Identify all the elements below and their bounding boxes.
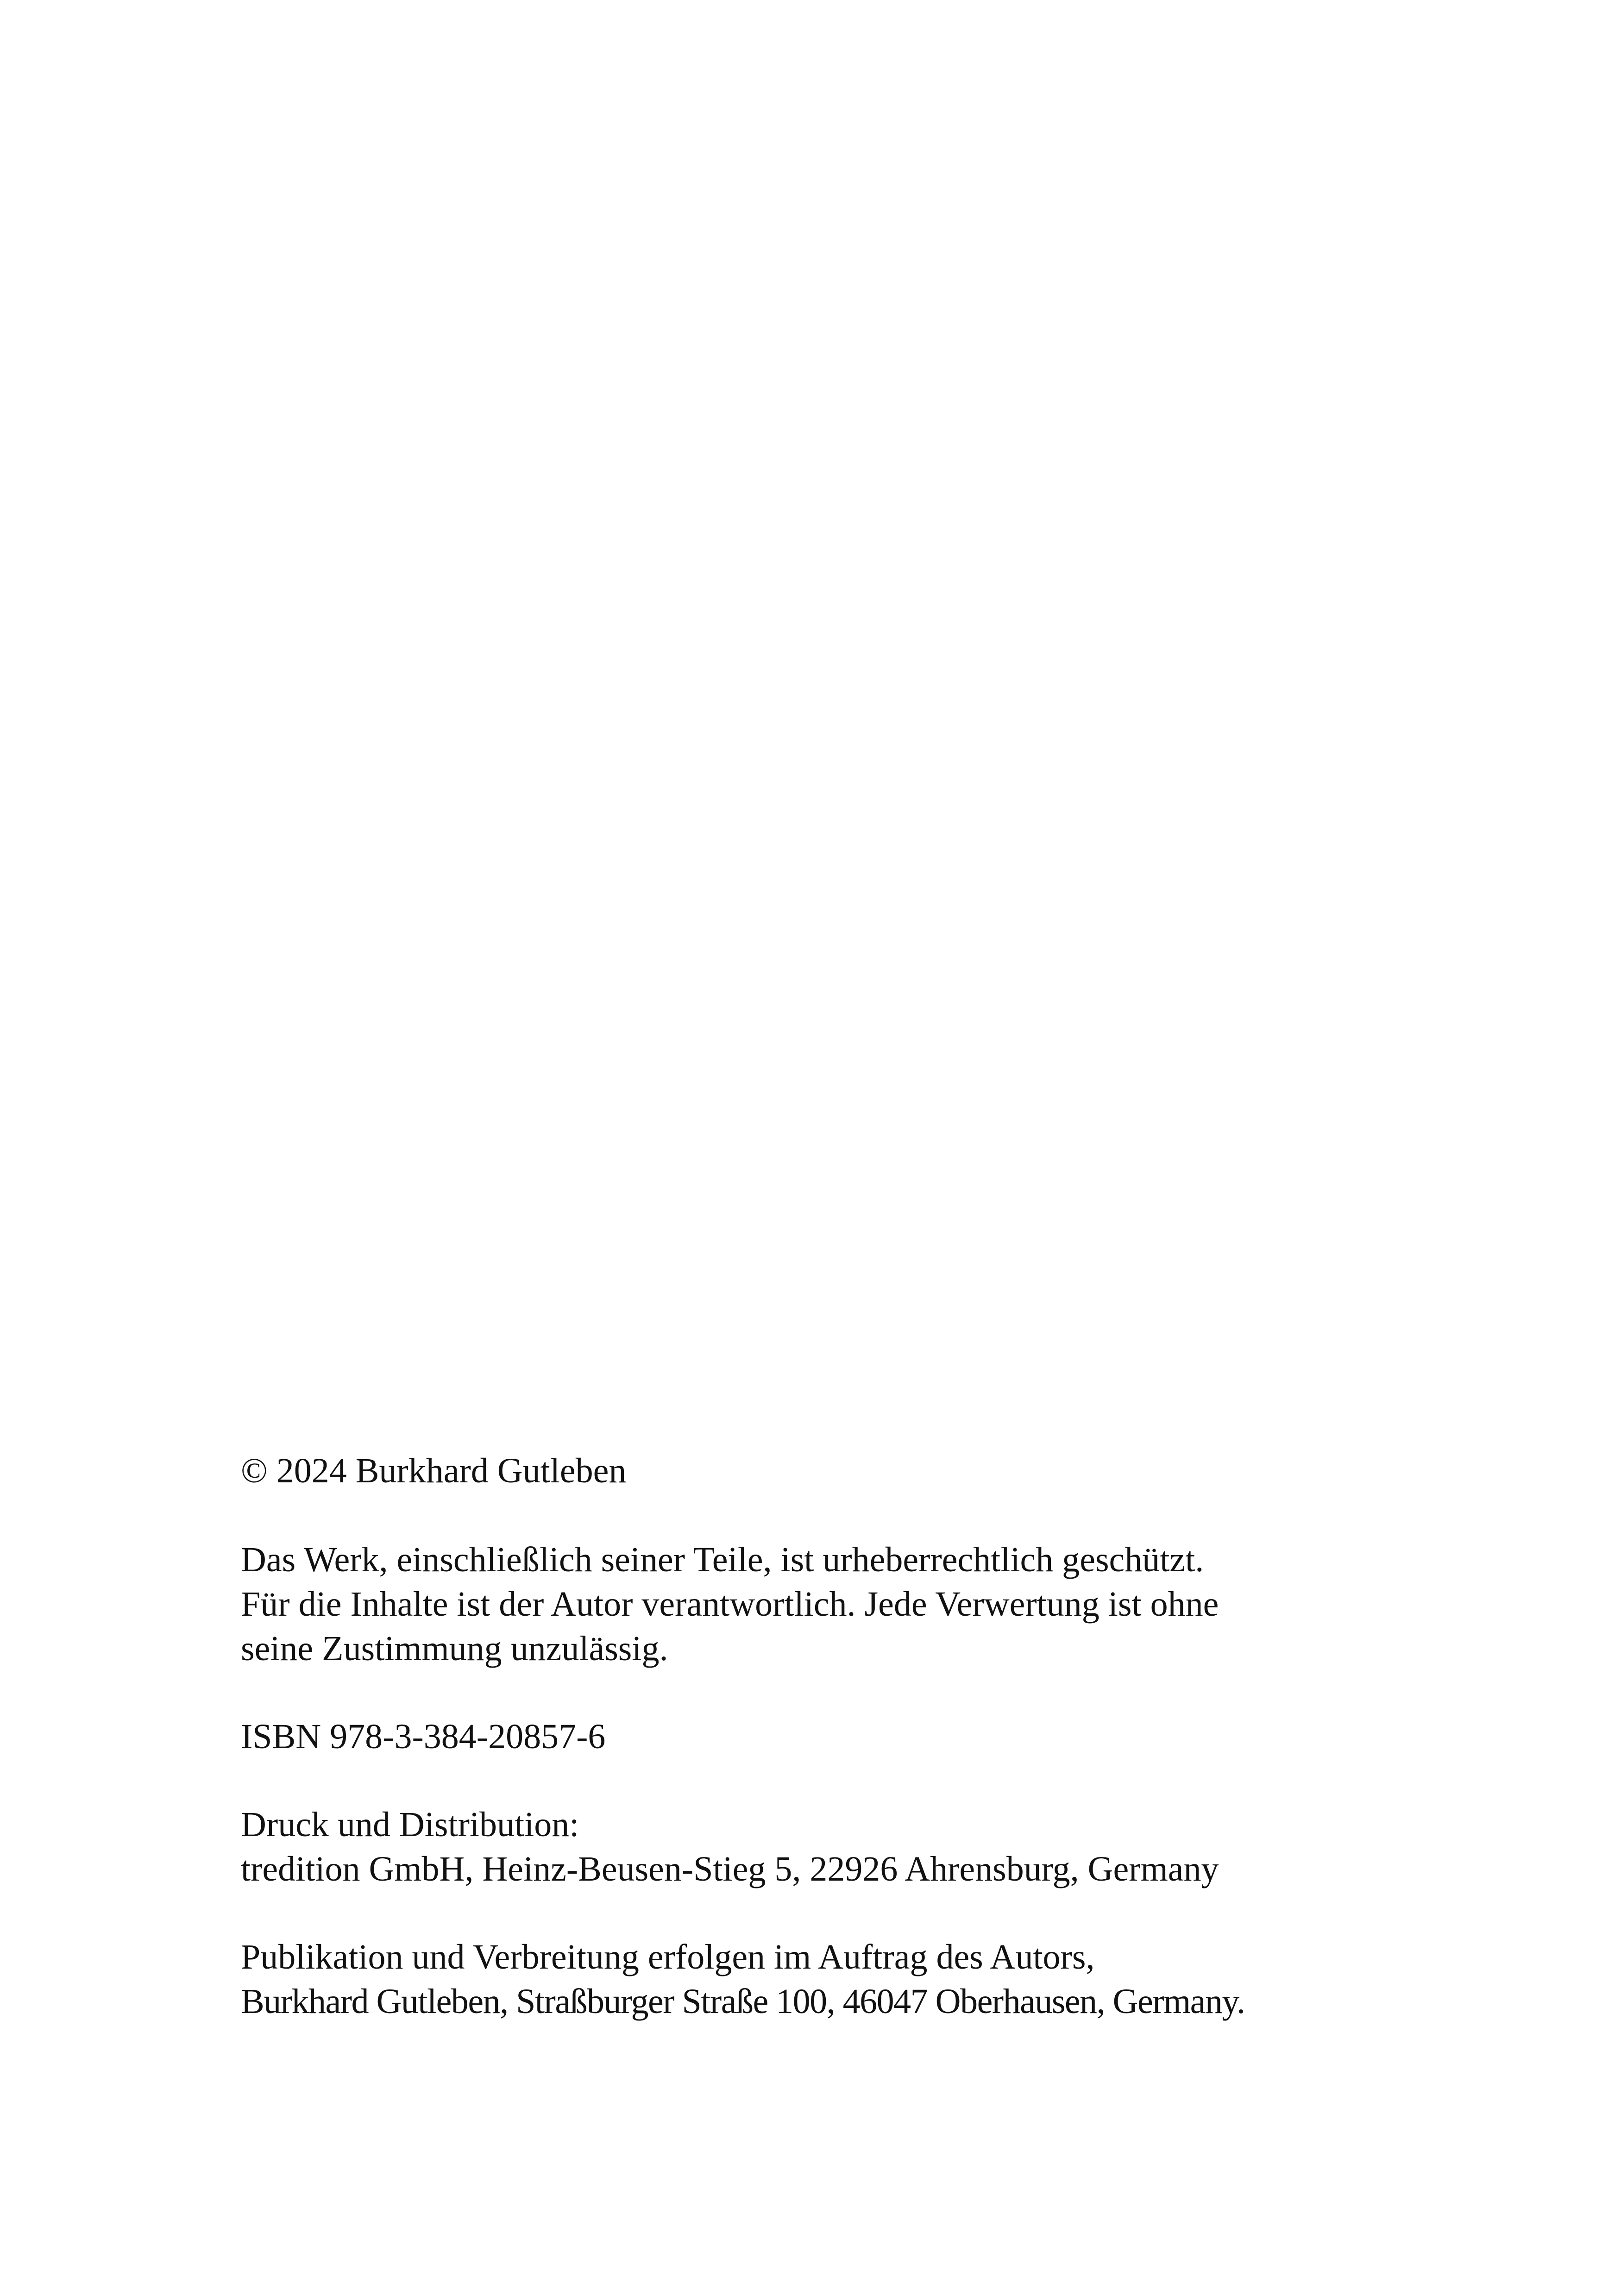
copyright-line: © 2024 Burkhard Gutleben	[241, 1451, 627, 1490]
rights-line-1: Das Werk, einschließlich seiner Teile, ist urheberrechtlich geschützt.	[241, 1540, 1204, 1579]
rights-notice	[241, 1537, 1491, 1671]
distribution-block	[241, 1802, 1491, 1891]
publication-block	[241, 1935, 1491, 2024]
imprint-block	[241, 1449, 1491, 2024]
publication-statement: Publikation und Verbreitung erfolgen im Auftrag des Autors,	[241, 1938, 1095, 1976]
distribution-address: tredition GmbH, Heinz-Beusen-Stieg 5, 22926 Ahrensburg, Germany	[241, 1850, 1219, 1888]
distribution-heading: Druck und Distribution:	[241, 1805, 579, 1844]
publication-address: Burkhard Gutleben, Straßburger Straße 100, 46047 Oberhausen, Germany.	[241, 1982, 1245, 2021]
isbn-line: ISBN 978-3-384-20857-6	[241, 1717, 606, 1756]
rights-line-3: seine Zustimmung unzulässig.	[241, 1629, 668, 1668]
rights-line-2: Für die Inhalte ist der Autor verantwortlich. Jede Verwertung ist ohne	[241, 1585, 1219, 1624]
